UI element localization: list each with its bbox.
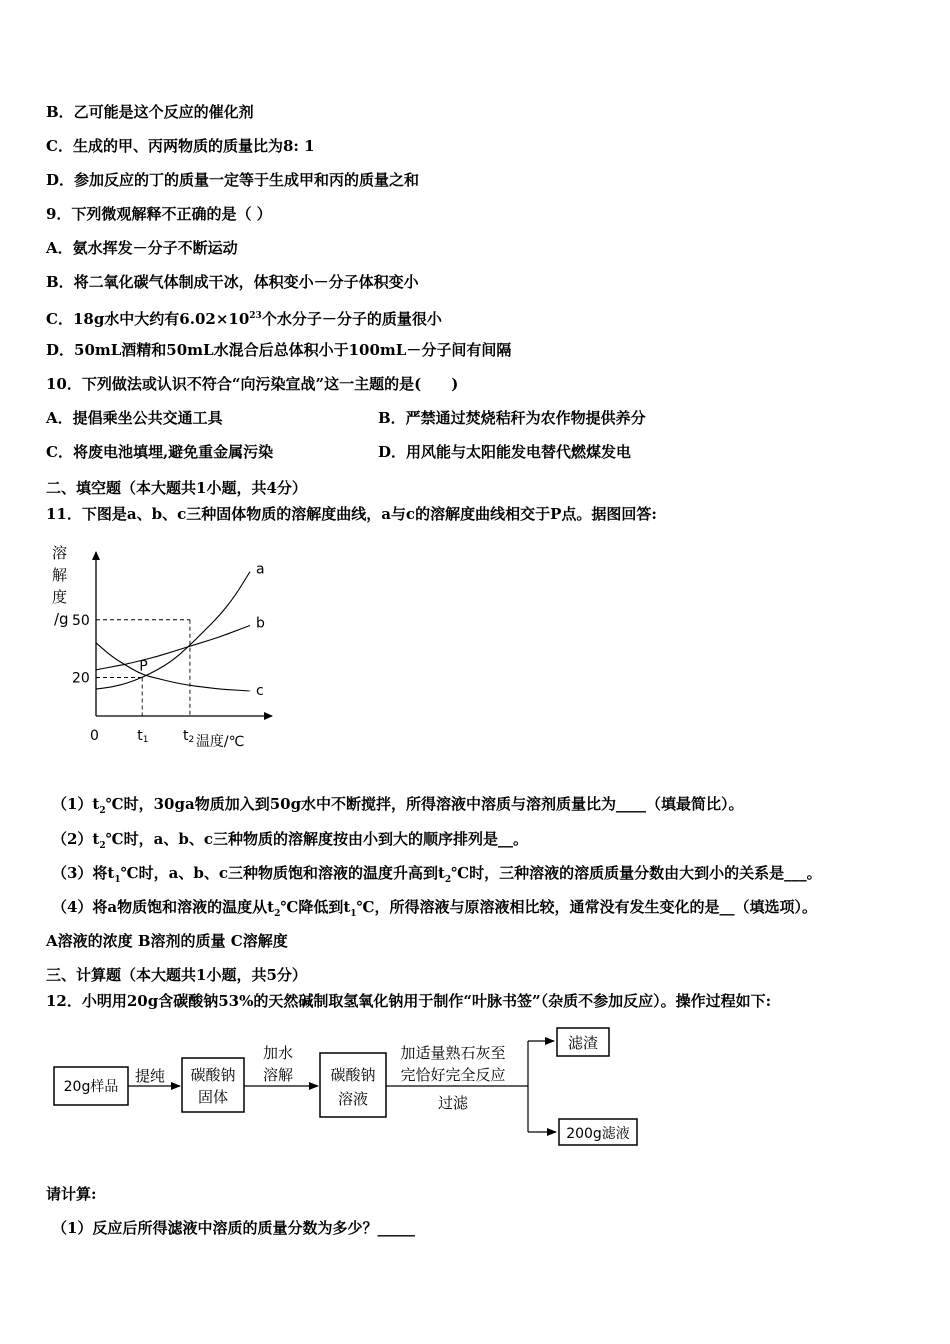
q11-1-sub: 2	[99, 806, 106, 816]
q11-3-sub-1: 1	[114, 875, 121, 885]
curve-c	[96, 643, 250, 691]
q11-part-3	[52, 863, 822, 890]
x-axis-label: 温度/℃	[195, 734, 245, 750]
y-axis-label-char: 解	[52, 566, 68, 584]
box-filtrate-label: 200g滤液	[566, 1126, 630, 1142]
box-solution-line1: 碳酸钠	[330, 1066, 376, 1084]
q11-3-text-c: ℃时，三种溶液的溶质质量分数由大到小的关系是___。	[451, 864, 822, 882]
box-sample-label: 20g样品	[63, 1079, 119, 1095]
q8-option-c: C．生成的甲、丙两物质的质量比为8: 1	[46, 137, 315, 155]
label-react-line1: 加适量熟石灰至	[400, 1044, 506, 1062]
q9-option-d: D．50mL酒精和50mL水混合后总体积小于100mL－分子间有间隔	[46, 341, 512, 359]
q11-2-sub: 2	[99, 841, 106, 851]
y-axis-label-char: 度	[52, 588, 68, 606]
origin-label: 0	[90, 728, 99, 744]
q11-4-text-a: （4）将a物质饱和溶液的温度从t	[52, 898, 275, 916]
q11-3-sub-2: 2	[444, 875, 452, 885]
y-tick-label: 50	[72, 612, 90, 629]
solubility-chart	[40, 540, 290, 755]
process-flow-diagram	[48, 1024, 648, 1154]
q11-2-text-b: ℃时，a、b、c三种物质的溶解度按由小到大的顺序排列是__。	[105, 830, 528, 848]
x-tick-label: t1	[137, 728, 149, 745]
q12-stem: 12．小明用20g含碳酸钠53%的天然碱制取氢氧化钠用于制作“叶脉书签”（杂质不参加反应）。操作过程如下:	[46, 992, 772, 1010]
q11-part-4	[52, 897, 817, 924]
curve-label-a: a	[256, 561, 265, 578]
label-filter: 过滤	[437, 1094, 469, 1112]
y-axis-label-char: 溶	[52, 544, 68, 562]
q9c-text-2: 个水分子－分子的质量很小	[261, 310, 442, 328]
q11-part-4-options: A溶液的浓度 B溶剂的质量 C溶解度	[46, 932, 288, 950]
q9c-text-1: C．18g水中大约有6.02×10	[46, 310, 250, 328]
q11-3-text-b: ℃时，a、b、c三种物质饱和溶液的温度升高到t	[120, 864, 445, 882]
q11-1-text-b: ℃时，30ga物质加入到50g水中不断搅拌，所得溶液中溶质与溶剂质量比为____（填最简比）。	[105, 795, 744, 813]
box-solution-line2: 溶液	[337, 1090, 369, 1108]
q11-stem: 11．下图是a、b、c三种固体物质的溶解度曲线，a与c的溶解度曲线相交于P点。据图回答:	[46, 505, 657, 523]
q11-1-text-a: （1）t	[52, 795, 100, 813]
q8-option-b: B．乙可能是这个反应的催化剂	[46, 103, 254, 121]
q11-4-sub-1: 2	[274, 909, 281, 919]
q10-stem: 10．下列做法或认识不符合“向污染宣战”这一主题的是( )	[46, 375, 459, 393]
q10-option-b: B．严禁通过焚烧秸秆为农作物提供养分	[378, 409, 646, 427]
box-residue-label: 滤渣	[567, 1034, 599, 1052]
curve-label-b: b	[256, 615, 265, 632]
q8-option-d: D．参加反应的丁的质量一定等于生成甲和丙的质量之和	[46, 171, 420, 189]
section-2-heading: 二、填空题（本大题共1小题，共4分）	[46, 479, 307, 497]
q11-part-2	[52, 829, 528, 856]
curve-a	[96, 572, 250, 689]
q9-option-c	[46, 306, 442, 329]
q11-3-text-a: （3）将t	[52, 864, 115, 882]
q9c-exponent: 23	[249, 311, 262, 321]
section-3-heading: 三、计算题（本大题共1小题，共5分）	[46, 966, 307, 984]
label-add-water: 加水	[262, 1044, 294, 1062]
q10-option-c: C．将废电池填埋,避免重金属污染	[46, 443, 274, 461]
label-dissolve: 溶解	[262, 1066, 294, 1084]
intersection-label-p: P	[139, 658, 148, 675]
q11-4-sub-2: 1	[350, 909, 357, 919]
box-solid-line1: 碳酸钠	[190, 1066, 236, 1084]
label-purify: 提纯	[134, 1067, 166, 1085]
x-tick-label: t2	[182, 728, 195, 745]
q9-option-a: A．氨水挥发－分子不断运动	[46, 239, 238, 257]
curve-b	[96, 626, 250, 670]
label-react-line2: 完恰好完全反应	[400, 1066, 506, 1084]
box-solid-line2: 固体	[197, 1088, 229, 1106]
q12-part-1: （1）反应后所得滤液中溶质的质量分数为多少？_____	[52, 1219, 415, 1237]
q11-part-1	[52, 794, 744, 821]
y-tick-label: 20	[72, 670, 90, 687]
calc-prompt: 请计算:	[46, 1185, 97, 1203]
q9-stem: 9．下列微观解释不正确的是（ ）	[46, 205, 272, 223]
y-axis-label-char: /g	[54, 610, 69, 628]
q11-4-text-c: ℃，所得溶液与原溶液相比较，通常没有发生变化的是__（填选项）。	[356, 898, 818, 916]
curve-label-c: c	[256, 682, 264, 699]
q11-4-text-b: ℃降低到t	[280, 898, 351, 916]
q9-option-b: B．将二氧化碳气体制成干冰，体积变小－分子体积变小	[46, 273, 419, 291]
q10-option-d: D．用风能与太阳能发电替代燃煤发电	[378, 443, 632, 461]
q11-2-text-a: （2）t	[52, 830, 100, 848]
q10-option-a: A．提倡乘坐公共交通工具	[46, 409, 223, 427]
